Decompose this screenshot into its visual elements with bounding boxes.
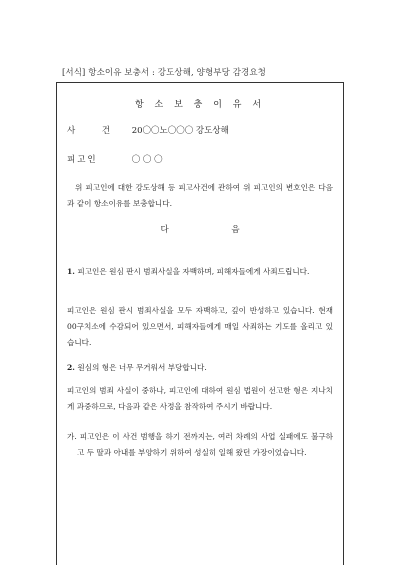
item2-sub-a: 가. 피고인은 이 사건 범행을 하기 전까지는, 여러 차례의 사업 실패에도 불구하고 두 딸과 아내를 부양하기 위하여 성실히 일해 왔던 가장이었습니다. — [67, 432, 333, 457]
item2-title — [67, 361, 333, 375]
reasons-heading: 다 음 — [160, 225, 240, 235]
defendant-value: 〇 〇 〇 — [131, 155, 163, 165]
item2-title-text: 원심의 형은 너무 무거워서 부당합니다. — [77, 363, 207, 372]
item2-body: 피고인의 범죄 사실이 중하나, 피고인에 대하여 원심 법원이 선고한 형은 지나치게 과중하므로, 다음과 같은 사정을 참작하여 주시기 바랍니다. — [67, 386, 333, 411]
defendant-row — [67, 153, 163, 165]
intro-paragraph: 위 피고인에 대한 강도상해 등 피고사건에 관하여 위 피고인의 변호인은 다음과 같이 항소이유를 보충합니다. — [67, 183, 333, 208]
item1-number: 1. — [67, 267, 75, 276]
document-page — [56, 82, 344, 565]
defendant-label: 피고인 — [67, 155, 98, 165]
case-label: 사 건 — [67, 126, 123, 136]
item1-body: 피고인은 원심 판시 범죄사실을 모두 자백하고, 깊이 반성하고 있습니다. 현재 00구치소에 수감되어 있으면서, 피해자들에게 매일 사죄하는 기도를 올리고 있습니다. — [67, 306, 333, 347]
item1-title — [67, 265, 333, 279]
document-title: 항 소 보 충 이 유 서 — [134, 100, 266, 110]
item1-title-text: 피고인은 원심 판시 범죄사실을 자백하며, 피해자들에게 사죄드립니다. — [77, 267, 310, 276]
case-value: 20〇〇노〇〇〇 강도상해 — [131, 126, 229, 136]
case-row — [67, 124, 229, 136]
form-label: [서식] 항소이유 보충서 : 강도상해, 양형부당 감경요청 — [62, 68, 266, 78]
item2-number: 2. — [67, 363, 75, 372]
